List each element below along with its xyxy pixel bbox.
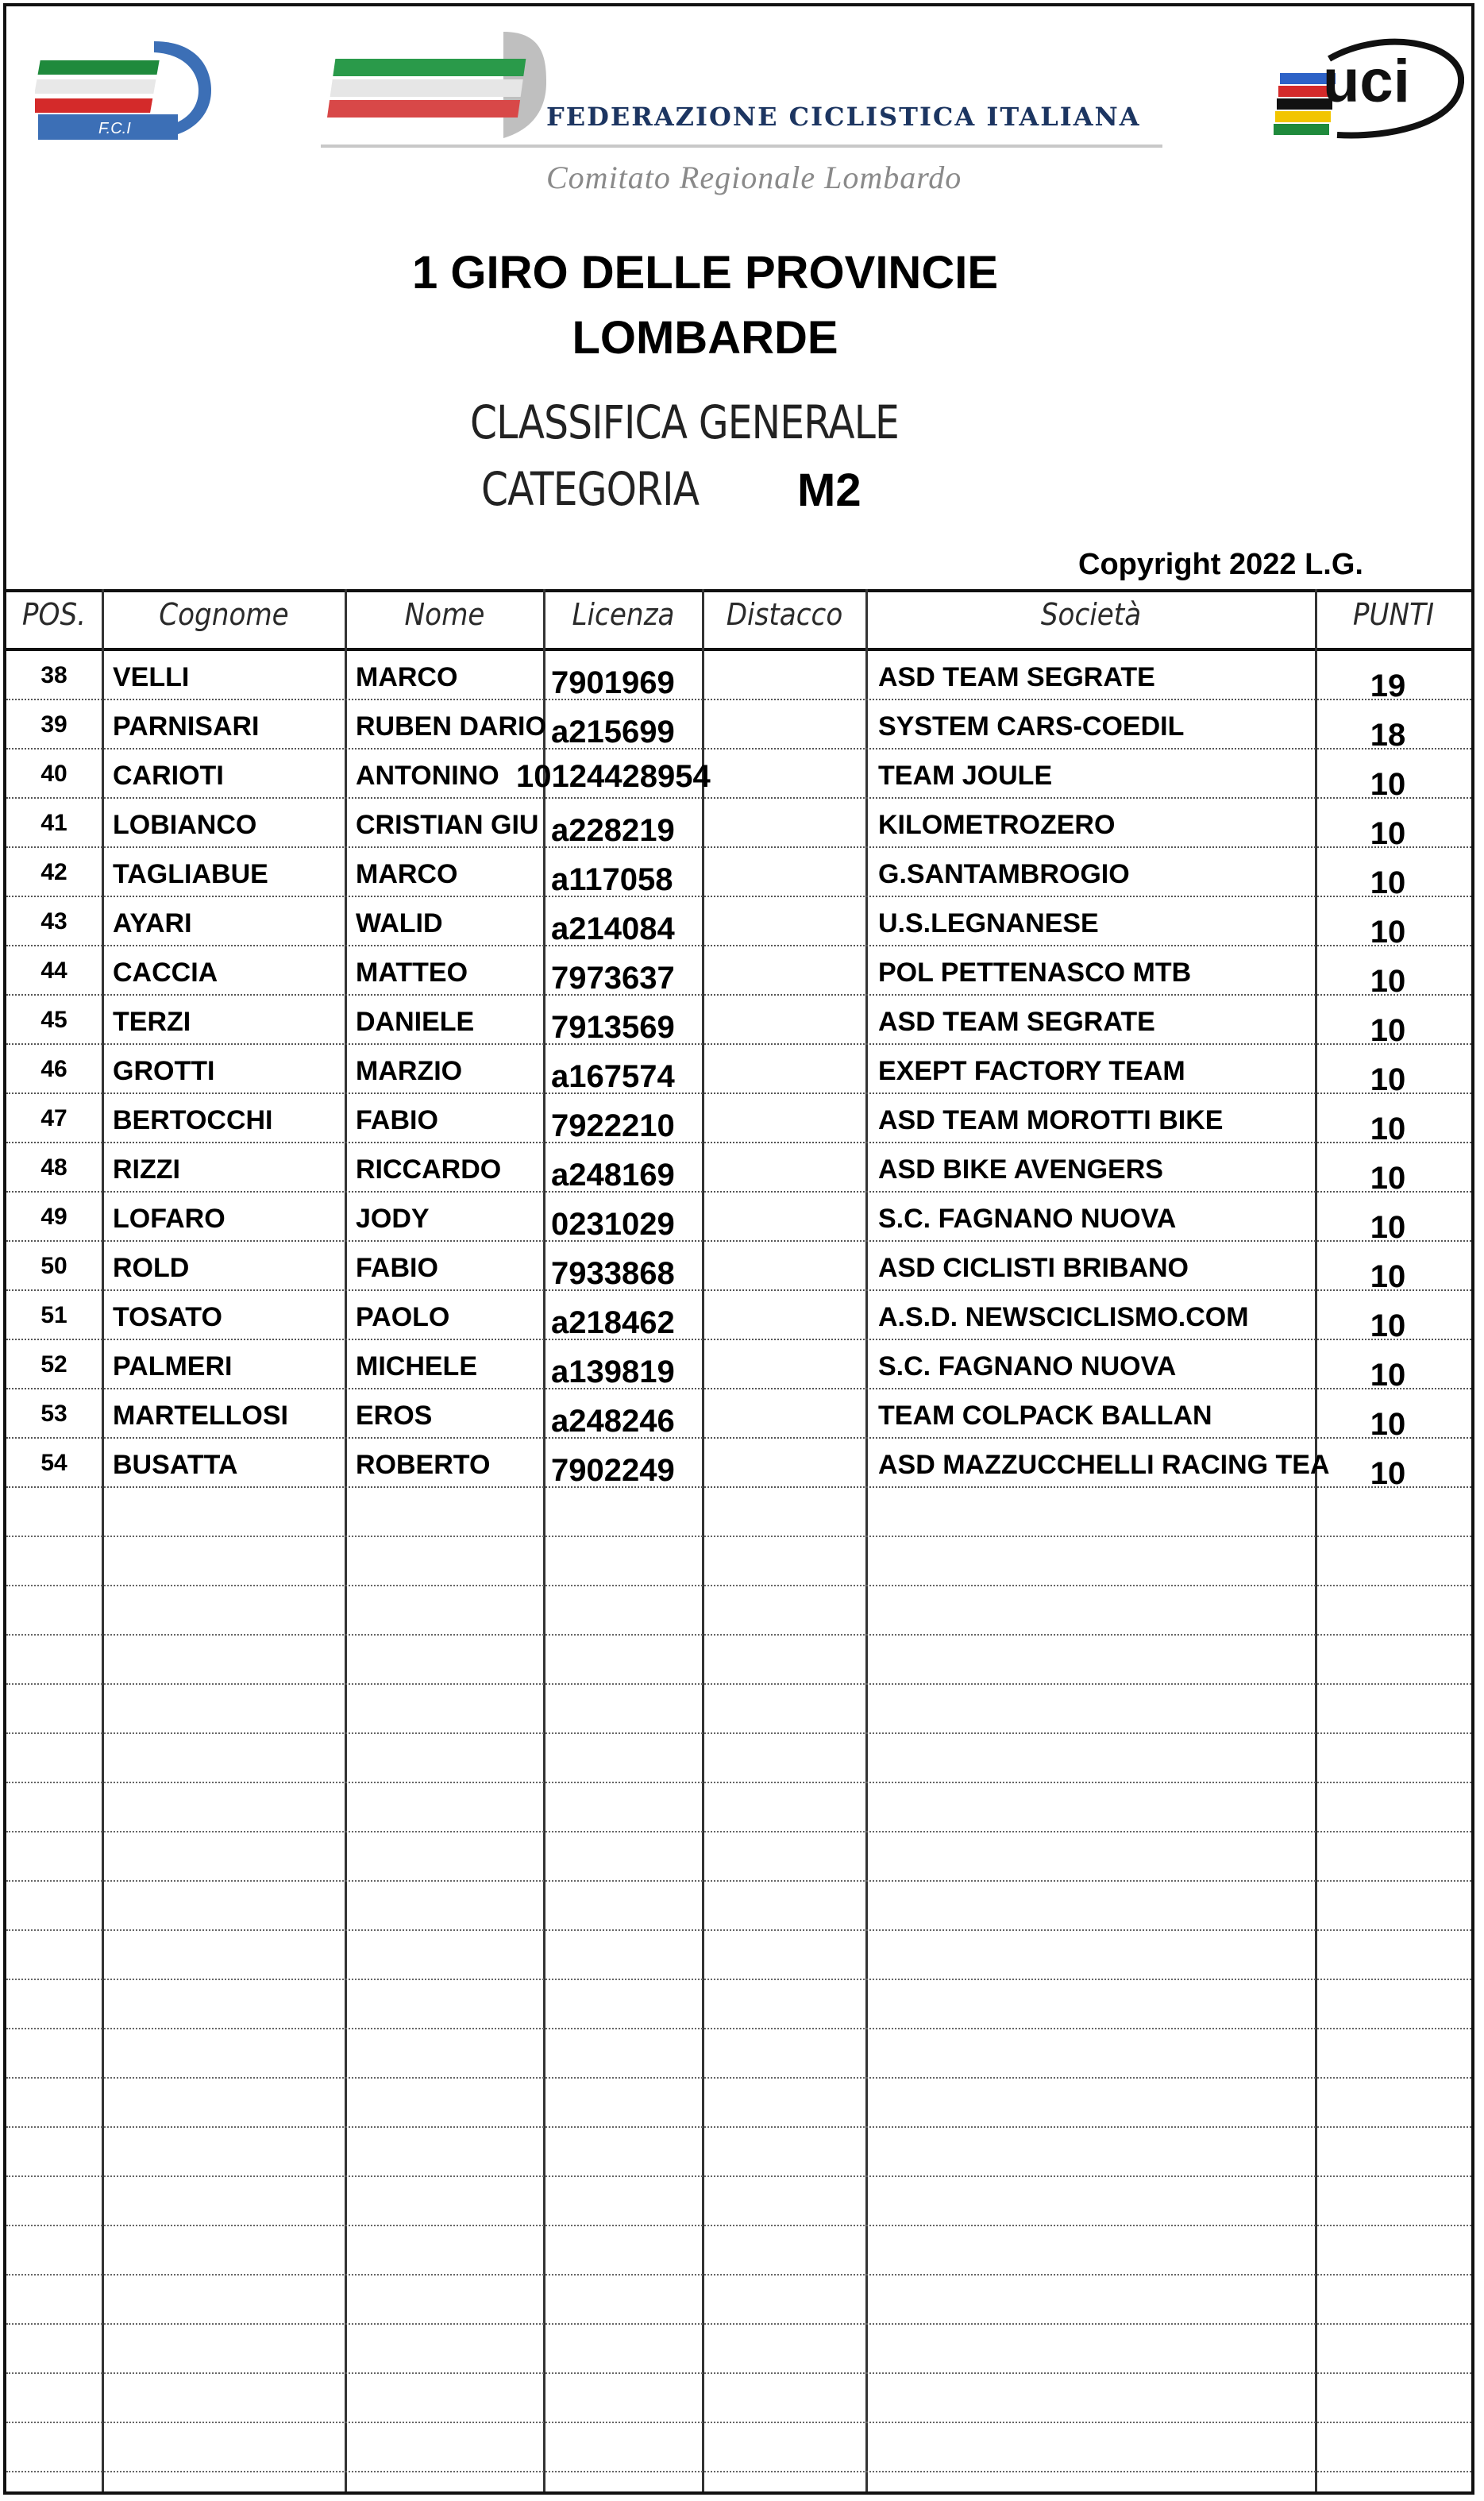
cell-pos: 49 — [40, 1204, 67, 1230]
cell-surname: AYARI — [113, 908, 192, 938]
table-row — [6, 1143, 1471, 1196]
header-gap: Distacco — [726, 597, 843, 632]
cell-points: 10 — [1370, 1062, 1406, 1097]
cell-surname: CARIOTI — [113, 761, 224, 791]
table-row — [6, 1242, 1471, 1294]
empty-table-row — [6, 2226, 1471, 2276]
cell-name: MARZIO — [356, 1056, 463, 1086]
uci-logo-text: uci — [1323, 48, 1410, 115]
category-value: M2 — [797, 464, 861, 516]
cell-points: 10 — [1370, 1456, 1406, 1491]
cell-team: SYSTEM CARS-COEDIL — [878, 711, 1185, 742]
cell-points: 18 — [1370, 718, 1406, 753]
empty-table-row — [6, 2029, 1471, 2079]
cell-pos: 48 — [40, 1154, 67, 1181]
cell-license: a167574 — [551, 1059, 675, 1094]
cell-pos: 44 — [40, 958, 67, 984]
fci-logo-text: F.C.I — [98, 120, 131, 137]
cell-name: FABIO — [356, 1253, 438, 1283]
cell-pos: 39 — [40, 711, 67, 738]
header-pos: POS. — [21, 597, 87, 632]
cell-team: KILOMETROZERO — [878, 810, 1116, 840]
cell-team: G.SANTAMBROGIO — [878, 859, 1130, 889]
table-row — [6, 996, 1471, 1048]
category-label: CATEGORIA — [481, 462, 700, 516]
header-license: Licenza — [572, 597, 675, 632]
cell-pos: 51 — [40, 1302, 67, 1328]
empty-table-row — [6, 2128, 1471, 2177]
cell-pos: 41 — [40, 810, 67, 836]
cell-license: a248169 — [551, 1158, 675, 1193]
cell-license: a215699 — [551, 715, 675, 750]
empty-table-row — [6, 2325, 1471, 2374]
cell-license: a117058 — [551, 862, 673, 897]
cell-name: JODY — [356, 1204, 430, 1234]
cell-points: 10 — [1370, 816, 1406, 851]
cell-pos: 38 — [40, 662, 67, 688]
cell-license: 7922210 — [551, 1108, 675, 1143]
cell-name: MARCO — [356, 662, 458, 692]
cell-license: a228219 — [551, 813, 675, 848]
empty-table-row — [6, 2374, 1471, 2423]
empty-table-row — [6, 2423, 1471, 2472]
uci-logo — [1274, 35, 1464, 146]
cell-name: MARCO — [356, 859, 458, 889]
cell-name: ROBERTO — [356, 1450, 491, 1480]
cell-points: 10 — [1370, 1112, 1406, 1146]
header-points: PUNTI — [1352, 597, 1435, 632]
cell-team: A.S.D. NEWSCICLISMO.COM — [878, 1302, 1249, 1332]
cell-license: 0231029 — [551, 1207, 675, 1242]
empty-table-row — [6, 1586, 1471, 1636]
cell-points: 10 — [1370, 1259, 1406, 1294]
cell-team: ASD TEAM MOROTTI BIKE — [878, 1105, 1224, 1135]
header-surname: Cognome — [159, 597, 289, 632]
cell-team: ASD TEAM SEGRATE — [878, 662, 1155, 692]
classification-label: CLASSIFICA GENERALE — [470, 395, 900, 449]
cell-name: WALID — [356, 908, 443, 938]
cell-name: MICHELE — [356, 1351, 477, 1382]
cell-surname: VELLI — [113, 662, 190, 692]
results-sheet — [3, 3, 1474, 2495]
race-title-line1: 1 GIRO DELLE PROVINCIE — [412, 247, 998, 299]
cell-pos: 53 — [40, 1401, 67, 1427]
cell-license: 7933868 — [551, 1256, 675, 1291]
cell-license: 7902249 — [551, 1453, 675, 1488]
table-row — [6, 1389, 1471, 1442]
cell-team: TEAM COLPACK BALLAN — [878, 1401, 1212, 1431]
cell-surname: LOBIANCO — [113, 810, 257, 840]
cell-name: EROS — [356, 1401, 433, 1431]
empty-table-row — [6, 1783, 1471, 1832]
table-row — [6, 1340, 1471, 1393]
cell-points: 10 — [1370, 1308, 1406, 1343]
cell-team: ASD CICLISTI BRIBANO — [878, 1253, 1189, 1283]
race-title-line2: LOMBARDE — [572, 312, 838, 364]
cell-license: a218462 — [551, 1305, 675, 1340]
cell-pos: 40 — [40, 761, 67, 787]
table-row — [6, 946, 1471, 999]
table-row — [6, 750, 1471, 802]
cell-name: PAOLO — [356, 1302, 450, 1332]
table-row — [6, 1439, 1471, 1491]
cell-surname: CACCIA — [113, 958, 218, 988]
cell-license: 7973637 — [551, 961, 675, 996]
cell-pos: 52 — [40, 1351, 67, 1378]
cell-team: ASD TEAM SEGRATE — [878, 1007, 1155, 1037]
cell-team: ASD MAZZUCCHELLI RACING TEA — [878, 1450, 1330, 1480]
copyright: Copyright 2022 L.G. — [1078, 548, 1363, 581]
header-team: Società — [1040, 597, 1142, 632]
cell-surname: TERZI — [113, 1007, 191, 1037]
cell-team: TEAM JOULE — [878, 761, 1053, 791]
table-row — [6, 1193, 1471, 1245]
empty-table-row — [6, 1537, 1471, 1586]
table-row — [6, 799, 1471, 851]
empty-table-row — [6, 1882, 1471, 1931]
table-row — [6, 848, 1471, 900]
cell-license: 7901969 — [551, 665, 675, 700]
cell-surname: PARNISARI — [113, 711, 260, 742]
cell-points: 10 — [1370, 964, 1406, 999]
cell-surname: LOFARO — [113, 1204, 225, 1234]
empty-table-row — [6, 2079, 1471, 2128]
federation-subtitle: Comitato Regionale Lombardo — [546, 160, 962, 195]
cell-surname: BERTOCCHI — [113, 1105, 273, 1135]
table-row — [6, 1094, 1471, 1146]
cell-points: 10 — [1370, 767, 1406, 802]
empty-table-row — [6, 1734, 1471, 1783]
cell-points: 10 — [1370, 1013, 1406, 1048]
cell-team: EXEPT FACTORY TEAM — [878, 1056, 1185, 1086]
cell-surname: TAGLIABUE — [113, 859, 268, 889]
header-name: Nome — [404, 597, 485, 632]
cell-surname: MARTELLOSI — [113, 1401, 288, 1431]
cell-team: S.C. FAGNANO NUOVA — [878, 1204, 1177, 1234]
cell-license: 10124428954 — [516, 759, 711, 794]
cell-pos: 46 — [40, 1056, 67, 1082]
empty-table-row — [6, 2276, 1471, 2325]
cell-name: ANTONINO — [356, 761, 499, 791]
empty-table-row — [6, 2177, 1471, 2226]
cell-surname: BUSATTA — [113, 1450, 238, 1480]
cell-pos: 54 — [40, 1450, 67, 1476]
cell-points: 10 — [1370, 1407, 1406, 1442]
cell-points: 19 — [1370, 669, 1406, 703]
cell-points: 10 — [1370, 915, 1406, 950]
table-row — [6, 651, 1471, 703]
cell-team: ASD BIKE AVENGERS — [878, 1154, 1163, 1185]
cell-surname: RIZZI — [113, 1154, 180, 1185]
cell-points: 10 — [1370, 1358, 1406, 1393]
cell-pos: 42 — [40, 859, 67, 885]
cell-license: a214084 — [551, 911, 675, 946]
cell-pos: 43 — [40, 908, 67, 935]
cell-surname: ROLD — [113, 1253, 190, 1283]
cell-name: CRISTIAN GIU — [356, 810, 539, 840]
empty-table-row — [6, 1931, 1471, 1980]
empty-table-row — [6, 1832, 1471, 1882]
cell-points: 10 — [1370, 1161, 1406, 1196]
federation-name: FEDERAZIONE CICLISTICA ITALIANA — [546, 102, 1141, 132]
cell-surname: TOSATO — [113, 1302, 222, 1332]
empty-table-row — [6, 2472, 1471, 2495]
cell-team: POL PETTENASCO MTB — [878, 958, 1192, 988]
table-row — [6, 700, 1471, 753]
cell-pos: 47 — [40, 1105, 67, 1131]
cell-license: 7913569 — [551, 1010, 675, 1045]
cell-team: S.C. FAGNANO NUOVA — [878, 1351, 1177, 1382]
cell-license: a139819 — [551, 1355, 675, 1389]
empty-table-row — [6, 1488, 1471, 1537]
cell-name: RUBEN DARIO — [356, 711, 546, 742]
table-row — [6, 1291, 1471, 1343]
cell-team: U.S.LEGNANESE — [878, 908, 1099, 938]
cell-pos: 50 — [40, 1253, 67, 1279]
cell-points: 10 — [1370, 1210, 1406, 1245]
cell-license: a248246 — [551, 1404, 675, 1439]
table-top-rule — [6, 589, 1471, 592]
cell-surname: GROTTI — [113, 1056, 215, 1086]
cell-name: RICCARDO — [356, 1154, 502, 1185]
fci-logo — [35, 37, 214, 143]
table-row — [6, 1045, 1471, 1097]
table-row — [6, 897, 1471, 950]
cell-name: MATTEO — [356, 958, 468, 988]
cell-pos: 45 — [40, 1007, 67, 1033]
cell-points: 10 — [1370, 865, 1406, 900]
empty-table-row — [6, 1980, 1471, 2029]
cell-surname: PALMERI — [113, 1351, 233, 1382]
empty-table-row — [6, 1636, 1471, 1685]
cell-name: FABIO — [356, 1105, 438, 1135]
cell-name: DANIELE — [356, 1007, 475, 1037]
empty-table-row — [6, 1685, 1471, 1734]
